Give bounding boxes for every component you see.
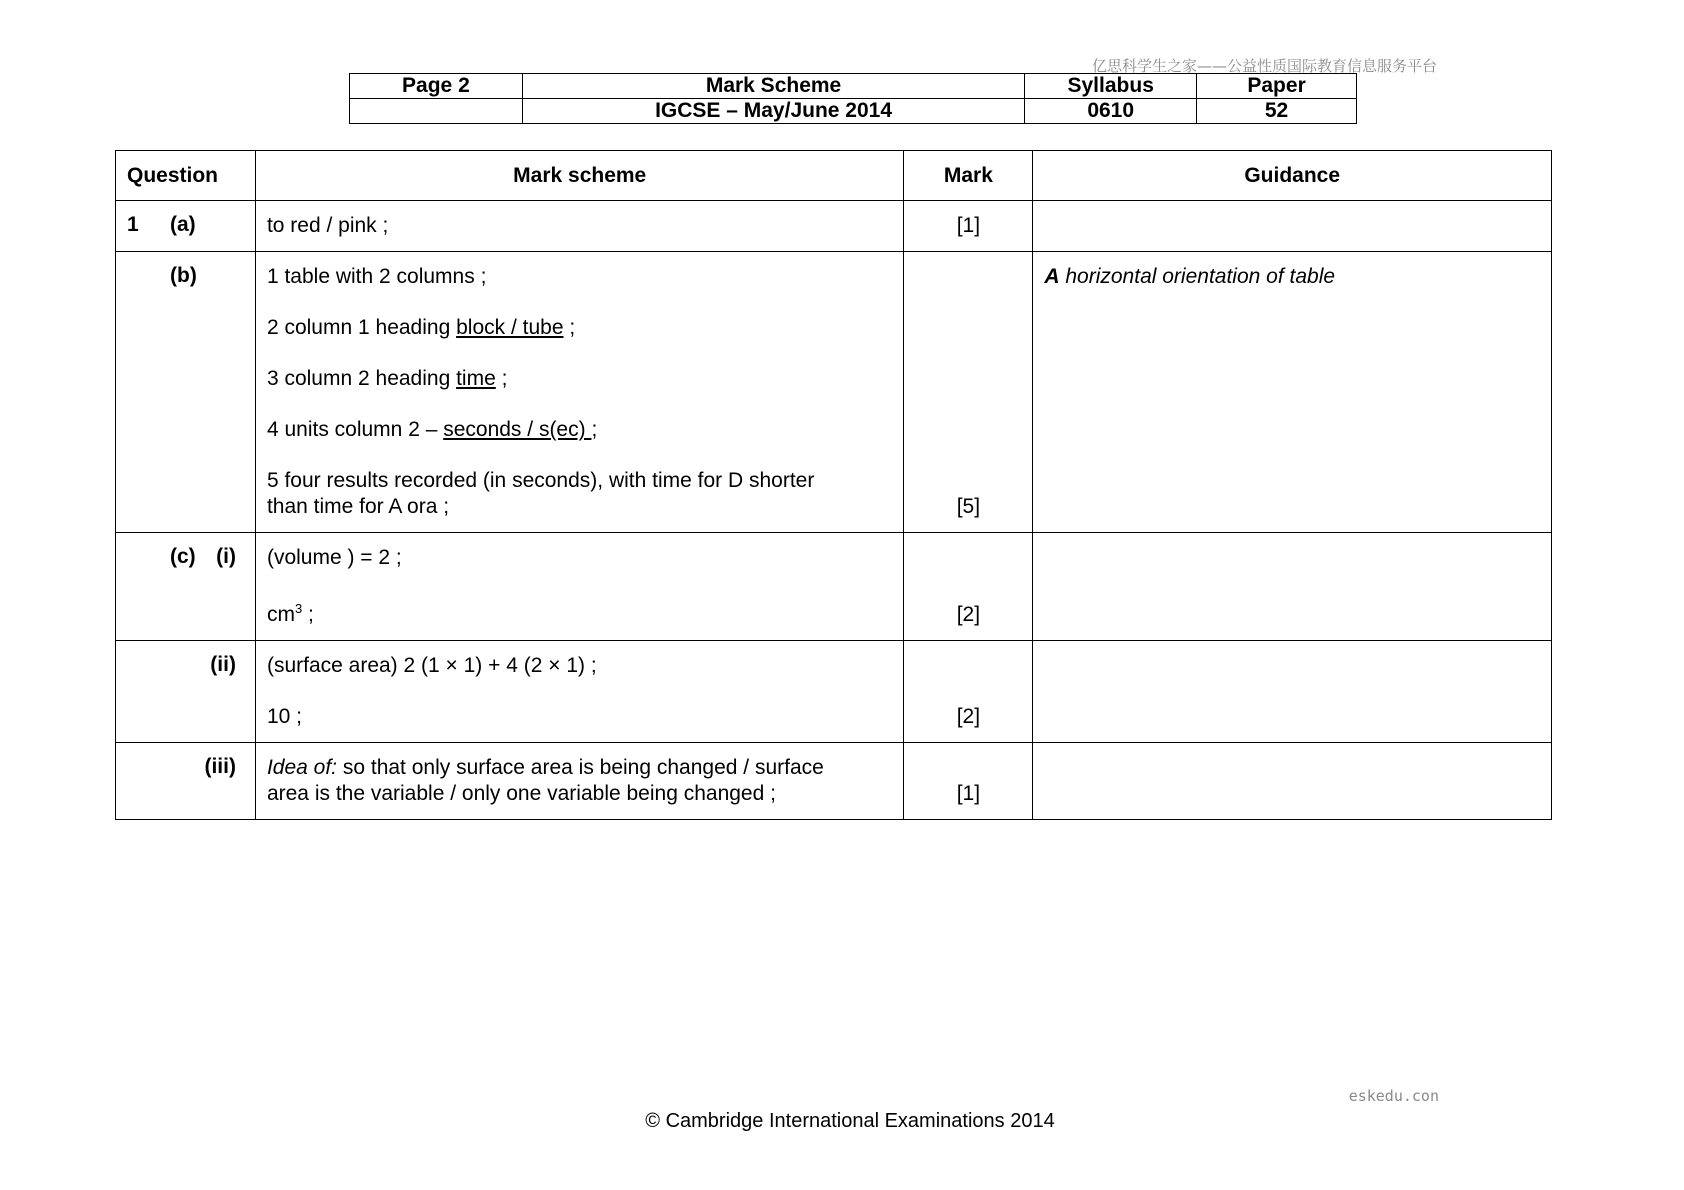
scheme-line: than time for A ora ; [266,495,450,518]
underlined-term: time [456,367,496,390]
question-number: 1 [127,213,139,236]
header-syllabus-label: Syllabus [1025,74,1197,99]
underlined-term: seconds / s(ec) [443,418,592,441]
watermark-top: 亿思科学生之家——公益性质国际教育信息服务平台 [1091,57,1437,75]
guidance-cell [1033,252,1552,533]
scheme-cell [255,641,903,743]
superscript: 3 [294,601,303,616]
guidance-text: horizontal orientation of table [1059,265,1336,288]
question-cell [116,743,256,820]
question-cell [116,641,256,743]
question-cell [116,201,256,252]
column-header-guidance: Guidance [1033,151,1552,201]
mark-value: [1] [956,214,981,237]
scheme-cell [255,533,903,641]
scheme-line: 10 ; [266,705,302,728]
header-table [349,73,1357,124]
guidance-cell [1033,533,1552,641]
mark-cell [904,641,1033,743]
mark-value: [2] [956,705,981,728]
guidance-cell [1033,743,1552,820]
mark-cell [904,252,1033,533]
header-paper-value: 52 [1197,99,1357,124]
header-syllabus-value: 0610 [1025,99,1197,124]
question-subpart: (iii) [204,755,236,778]
scheme-cell [255,743,903,820]
scheme-line: (volume ) = 2 ; [266,546,402,569]
header-page-value [350,99,523,124]
question-subpart: (ii) [210,653,236,676]
italic-lead: Idea of: [266,756,338,779]
scheme-line: 3 column 2 heading time ; [266,367,508,390]
mark-scheme-table [115,150,1552,820]
scheme-cell [255,252,903,533]
guidance-cell [1033,641,1552,743]
guidance-cell [1033,201,1552,252]
header-exam-value: IGCSE – May/June 2014 [522,99,1024,124]
question-part: (c) [170,545,196,568]
scheme-line: 5 four results recorded (in seconds), with time for D shorter [266,469,815,492]
question-part: (b) [170,264,197,287]
column-header-question: Question [116,151,256,201]
table-row [116,201,1552,252]
guidance-accept-marker: A [1044,265,1060,288]
header-page-label: Page 2 [350,74,523,99]
scheme-line: area is the variable / only one variable being changed ; [266,782,776,805]
question-cell [116,252,256,533]
column-header-mark: Mark [904,151,1033,201]
scheme-line: 2 column 1 heading block / tube ; [266,316,576,339]
scheme-cell [255,201,903,252]
scheme-line: 4 units column 2 – seconds / s(ec) ; [266,418,598,441]
question-cell [116,533,256,641]
mark-value: [1] [956,782,981,805]
mark-value: [5] [956,495,981,518]
scheme-line: 1 table with 2 columns ; [266,265,487,288]
table-row [116,641,1552,743]
scheme-line: Idea of: so that only surface area is being changed / surface [266,756,824,779]
table-row [116,252,1552,533]
watermark-bottom: eskedu.con [1348,1087,1439,1105]
mark-value: [2] [956,603,981,626]
underlined-term: block / tube [456,316,564,339]
copyright-footer: © Cambridge International Examinations 2014 [645,1110,1055,1132]
mark-cell [904,743,1033,820]
header-mark-scheme-label: Mark Scheme [522,74,1024,99]
scheme-line: $cm^3$ ; [266,601,314,626]
mark-cell [904,533,1033,641]
table-header-row [116,151,1552,201]
header-paper-label: Paper [1197,74,1357,99]
scheme-line: (surface area) 2 (1 × 1) + 4 (2 × 1) ; [266,654,597,677]
mark-cell [904,201,1033,252]
table-row [116,533,1552,641]
scheme-line: to red / pink ; [266,214,389,237]
table-row [116,743,1552,820]
column-header-mark-scheme: Mark scheme [255,151,903,201]
question-subpart: (i) [216,545,236,568]
question-part: (a) [170,213,196,236]
